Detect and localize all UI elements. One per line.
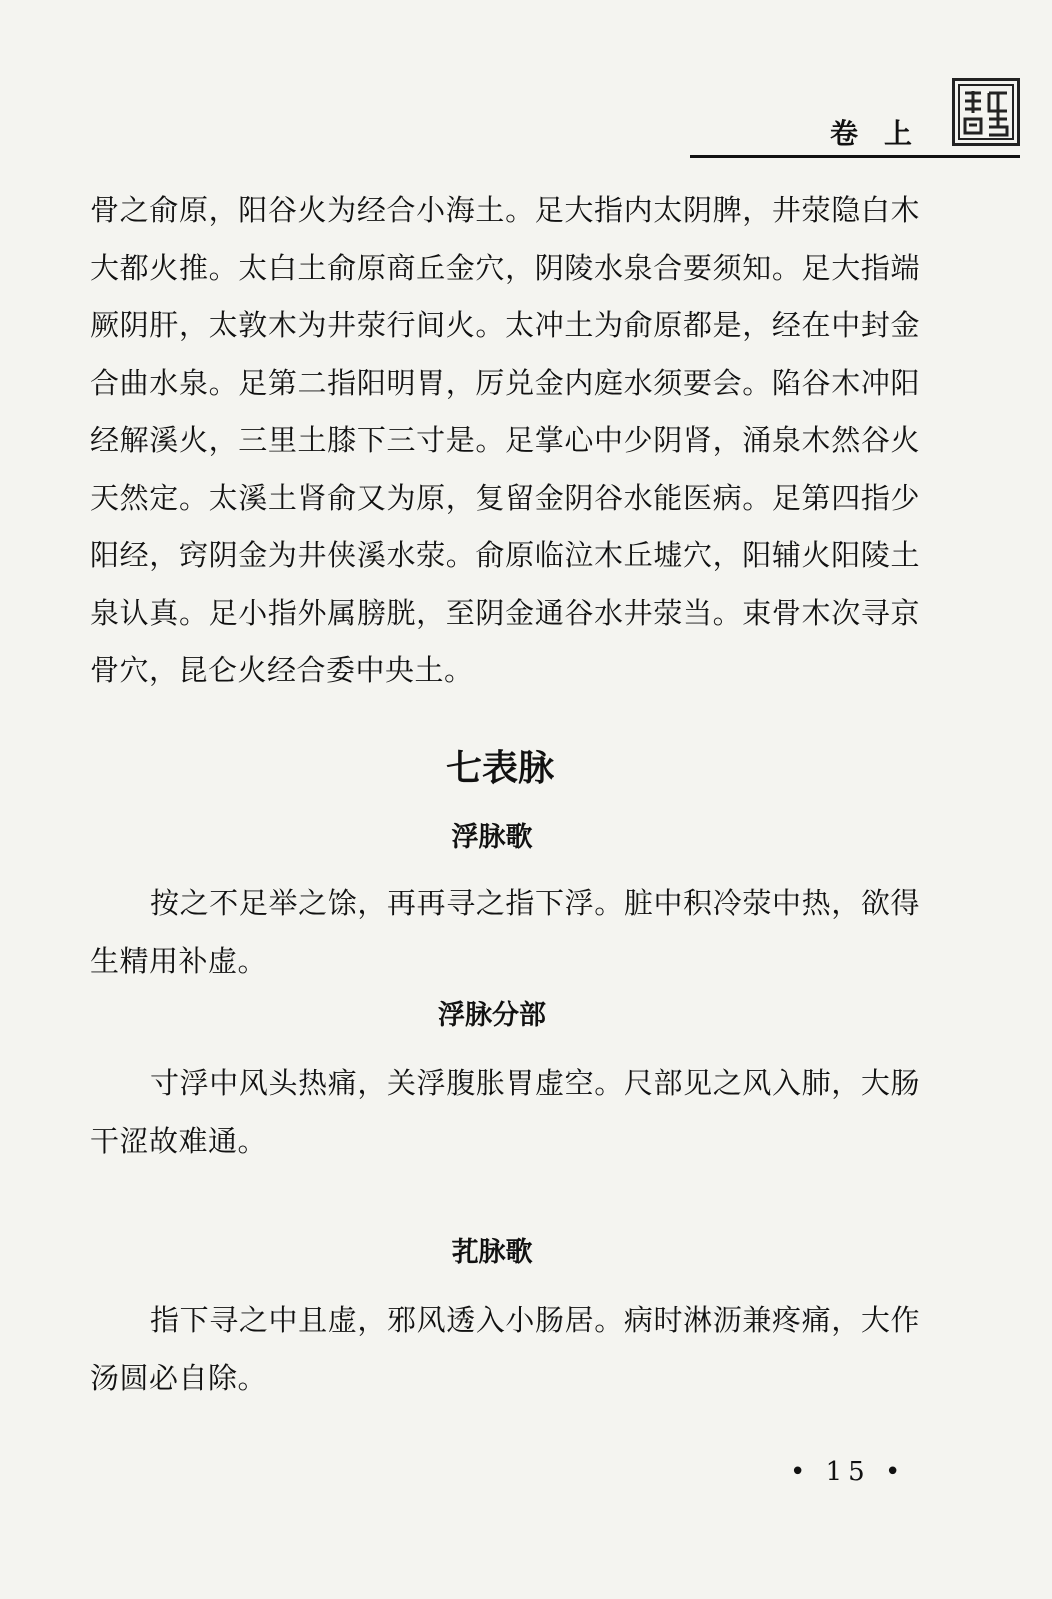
subtitle-fu-song: 浮脉歌 (451, 822, 533, 853)
paragraph-acupoints: 骨之俞原，阳谷火为经合小海土。足大指内太阴脾，井荥隐白木大都火推。太白土俞原商丘金穴，阴陵水泉合要须知。足大指端厥阴肝，太敦木为井荥行间火。太冲土为俞原都是，经在中封金合曲水泉。足第二指阳明胃，厉兑金内庭水须要会。陷谷木冲阳经解溪火，三里土膝下三寸是。足掌心中少阴肾，涌泉木然谷火天然定。太溪土肾俞又为原，复留金阴谷水能医病。足第四指少阳经，窍阴金为井侠溪水荥。俞原临泣木丘墟穴，阳辅火阳陵土泉认真。足小指外属膀胱，至阴金通谷水井荥当。束骨木次寻京骨穴，昆仑火经合委中央土。 (90, 193, 920, 687)
paragraph-kou-song: 指下寻之中且虚，邪风透入小肠居。病时淋沥兼疼痛，大作汤圆必自除。 (90, 1303, 920, 1395)
paragraph-fu-song: 按之不足举之馀，再再寻之指下浮。脏中积冷荥中热，欲得生精用补虚。 (90, 886, 920, 978)
seal-logo (952, 78, 1020, 146)
header-rule (690, 155, 1020, 158)
running-head: 卷上 (830, 117, 939, 150)
paragraph-fu-part: 寸浮中风头热痛，关浮腹胀胃虚空。尺部见之风入肺，大肠干涩故难通。 (90, 1066, 920, 1158)
subtitle-fu-part: 浮脉分部 (438, 1000, 546, 1031)
subtitle-kou-song: 芤脉歌 (451, 1237, 533, 1268)
page-number: • 15 • (790, 1457, 907, 1487)
section-title: 七表脉 (445, 748, 554, 789)
